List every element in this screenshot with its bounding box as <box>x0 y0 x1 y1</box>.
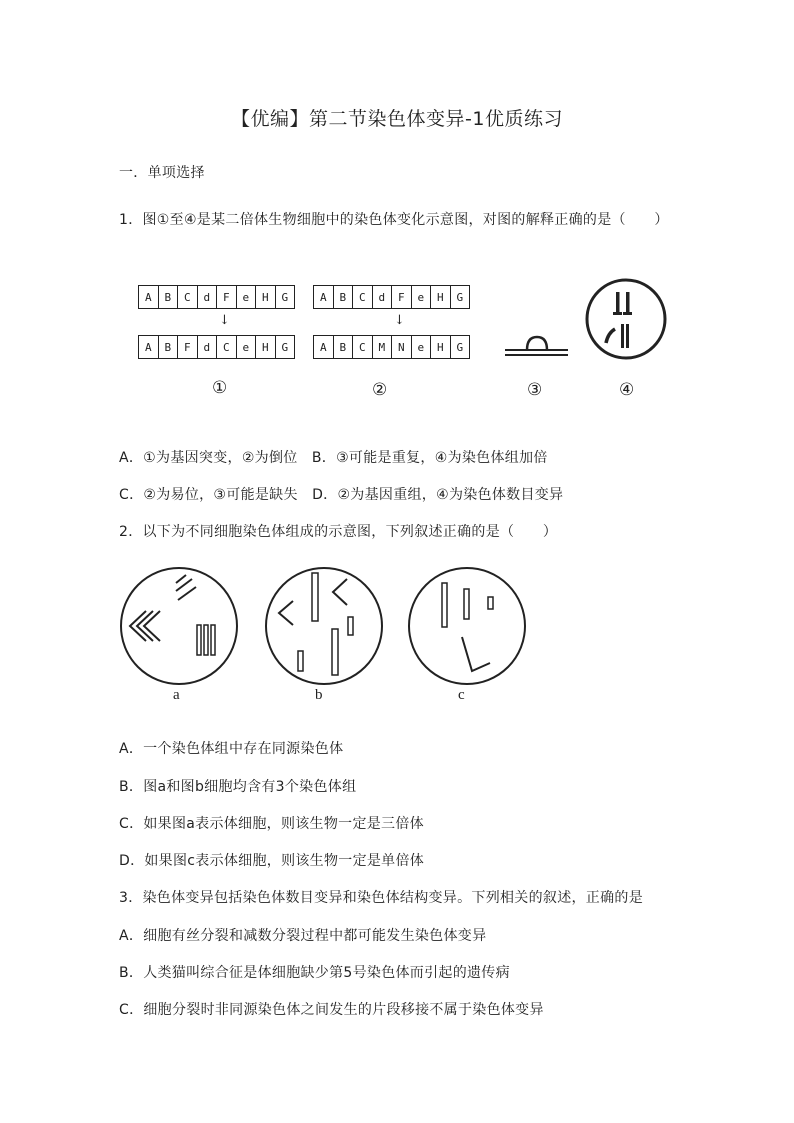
q2-option-a: A．一个染色体组中存在同源染色体 <box>119 741 344 757</box>
q1-fig4-cell <box>584 277 668 361</box>
q3-option-c: C．细胞分裂时非同源染色体之间发生的片段移接不属于染色体变异 <box>119 1002 544 1018</box>
section-heading: 一．单项选择 <box>119 165 205 181</box>
q2-cell-c <box>406 565 528 687</box>
q1-fig1-label: ① <box>212 378 228 398</box>
q1-fig2-arrow: ↓ <box>394 313 405 328</box>
q1-fig4-label: ④ <box>619 380 635 400</box>
gene-segment: H <box>430 285 451 309</box>
q3-stem: 3．染色体变异包括染色体数目变异和染色体结构变异。下列相关的叙述，正确的是 <box>119 890 644 906</box>
gene-segment: H <box>255 285 276 309</box>
gene-segment: F <box>177 335 198 359</box>
q2-option-b: B．图a和图b细胞均含有3个染色体组 <box>119 779 357 795</box>
gene-segment: A <box>138 335 159 359</box>
q1-stem: 1．图①至④是某二倍体生物细胞中的染色体变化示意图，对图的解释正确的是（ ） <box>119 212 669 228</box>
gene-segment: H <box>430 335 451 359</box>
q2-cell-b-label: b <box>315 687 323 703</box>
gene-segment: A <box>313 335 334 359</box>
gene-segment: M <box>372 335 393 359</box>
gene-segment: A <box>313 285 334 309</box>
gene-segment: d <box>372 285 393 309</box>
gene-segment: d <box>197 335 218 359</box>
gene-segment: G <box>450 335 471 359</box>
q2-cell-a-label: a <box>173 687 180 703</box>
q1-fig1-bottom-sequence <box>138 335 295 359</box>
gene-segment: F <box>216 285 237 309</box>
gene-segment: G <box>275 335 296 359</box>
q1-option-cd: C．②为易位，③可能是缺失 D．②为基因重组，④为染色体数目变异 <box>119 487 564 503</box>
gene-segment: F <box>391 285 412 309</box>
q2-stem: 2．以下为不同细胞染色体组成的示意图，下列叙述正确的是（ ） <box>119 524 558 540</box>
gene-segment: B <box>333 285 354 309</box>
q2-cell-c-label: c <box>458 687 465 703</box>
q2-cell-b <box>263 565 385 687</box>
q1-fig2-top-sequence <box>313 285 470 309</box>
page-title: 【优编】第二节染色体变异-1优质练习 <box>231 108 563 130</box>
gene-segment: H <box>255 335 276 359</box>
q1-fig3-chromosome-loop <box>502 332 572 362</box>
gene-segment: N <box>391 335 412 359</box>
gene-segment: C <box>352 335 373 359</box>
gene-segment: A <box>138 285 159 309</box>
q2-option-c: C．如果图a表示体细胞，则该生物一定是三倍体 <box>119 816 424 832</box>
q1-option-ab: A．①为基因突变，②为倒位 B．③可能是重复，④为染色体组加倍 <box>119 450 548 466</box>
gene-segment: C <box>352 285 373 309</box>
q1-fig1-arrow: ↓ <box>219 313 230 328</box>
q3-option-b: B．人类猫叫综合征是体细胞缺少第5号染色体而引起的遗传病 <box>119 965 510 981</box>
q1-fig2-label: ② <box>372 380 388 400</box>
gene-segment: G <box>275 285 296 309</box>
gene-segment: C <box>177 285 198 309</box>
q2-option-d: D．如果图c表示体细胞，则该生物一定是单倍体 <box>119 853 425 869</box>
q1-fig1-top-sequence <box>138 285 295 309</box>
gene-segment: G <box>450 285 471 309</box>
gene-segment: d <box>197 285 218 309</box>
gene-segment: B <box>158 285 179 309</box>
gene-segment: B <box>333 335 354 359</box>
gene-segment: e <box>236 335 257 359</box>
q3-option-a: A．细胞有丝分裂和减数分裂过程中都可能发生染色体变异 <box>119 928 487 944</box>
gene-segment: e <box>411 335 432 359</box>
q2-cell-a <box>118 565 240 687</box>
gene-segment: e <box>411 285 432 309</box>
gene-segment: C <box>216 335 237 359</box>
q1-fig3-label: ③ <box>527 380 543 400</box>
q1-fig2-bottom-sequence <box>313 335 470 359</box>
gene-segment: B <box>158 335 179 359</box>
gene-segment: e <box>236 285 257 309</box>
